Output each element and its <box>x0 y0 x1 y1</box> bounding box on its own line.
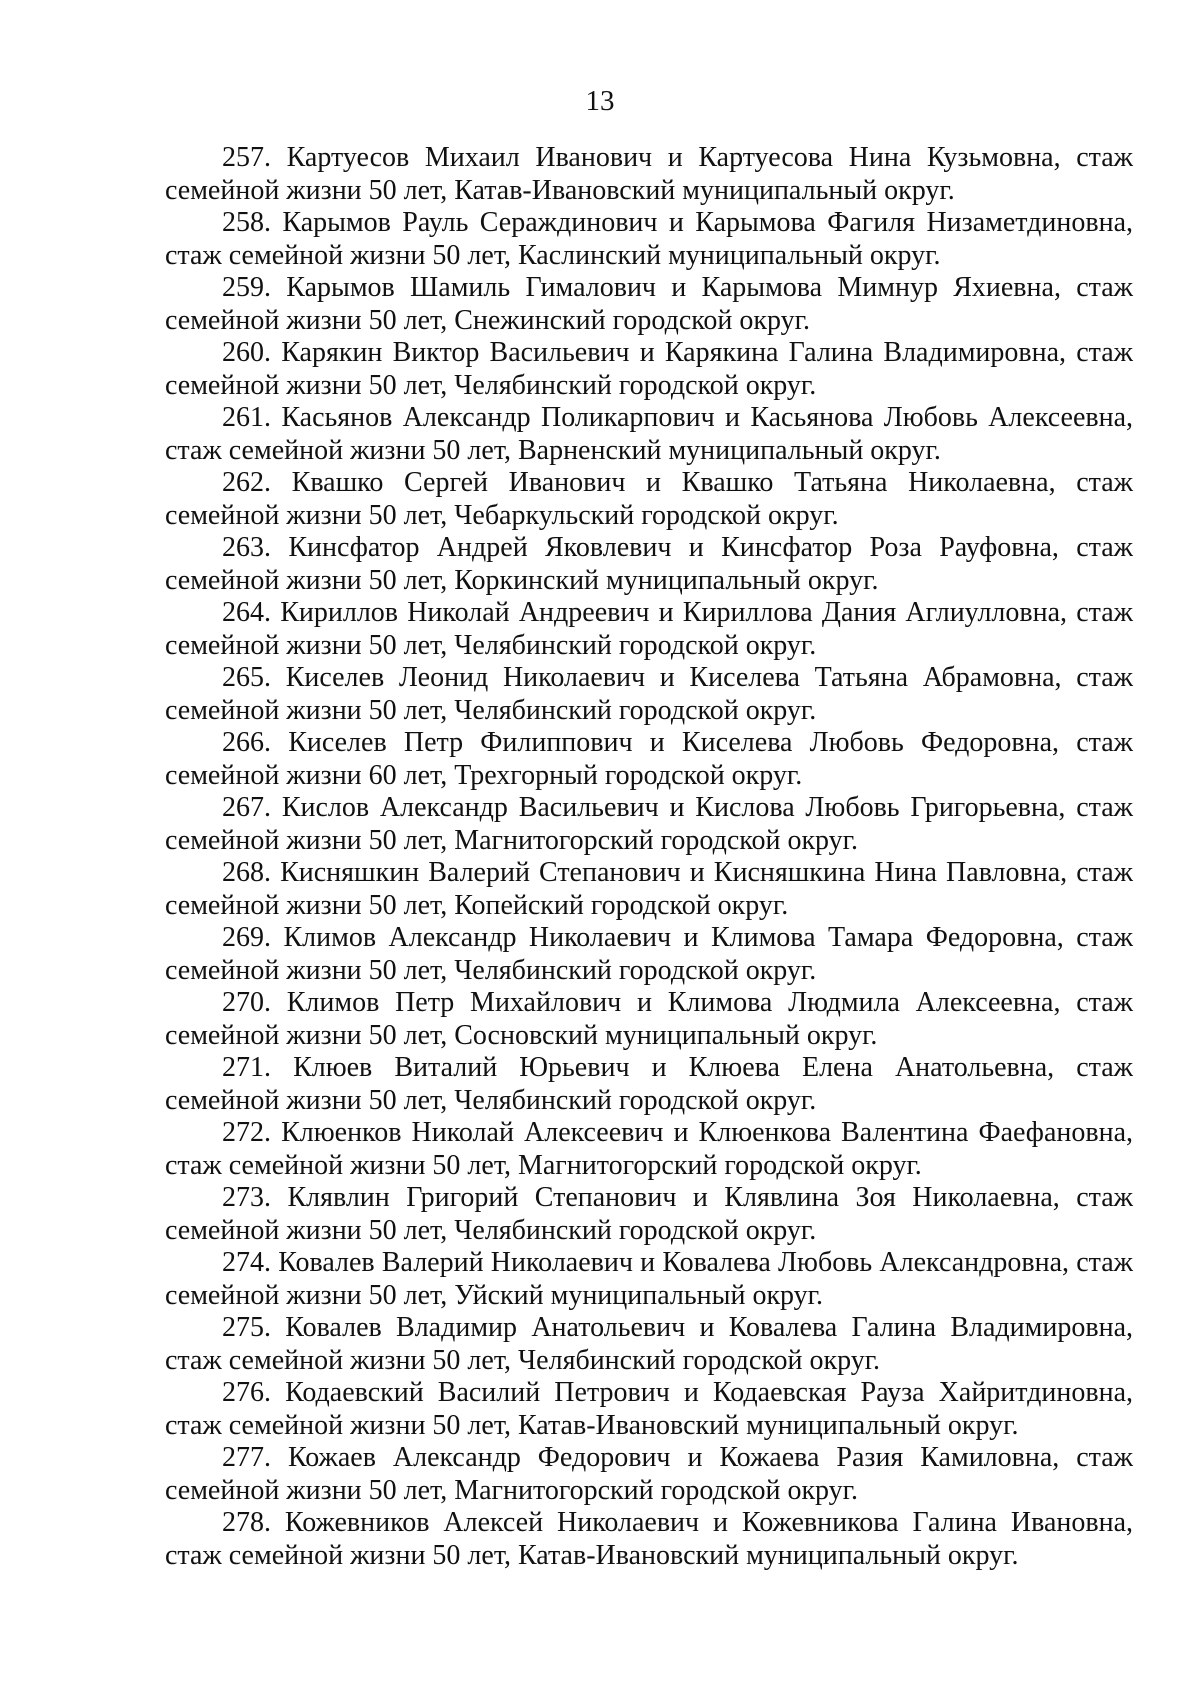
entry-text: Климов Петр Михайлович и Климова Людмила Алексеевна, стаж семейной жизни 50 лет, Сосновский муниципальный округ. <box>165 987 1133 1051</box>
list-item <box>165 402 1133 467</box>
entry-text: Кириллов Николай Андреевич и Кириллова Дания Аглиулловна, стаж семейной жизни 50 лет, Челябинский городской округ. <box>165 597 1133 661</box>
list-item <box>165 1377 1133 1442</box>
list-item <box>165 727 1133 792</box>
entry-text: Касьянов Александр Поликарпович и Касьянова Любовь Алексеевна, стаж семейной жизни 50 лет, Варненский муниципальный округ. <box>165 402 1133 466</box>
entry-text: Карымов Рауль Сераждинович и Карымова Фагиля Низаметдиновна, стаж семейной жизни 50 лет, Каслинский муниципальный округ. <box>165 207 1134 271</box>
entry-number: 264. <box>222 597 271 628</box>
entry-number: 268. <box>222 857 271 888</box>
entry-number: 278. <box>222 1507 271 1538</box>
list-item <box>165 1247 1133 1312</box>
award-list <box>165 142 1133 1572</box>
entry-number: 258. <box>222 207 271 238</box>
entry-number: 275. <box>222 1312 271 1343</box>
entry-text: Карымов Шамиль Гималович и Карымова Мимнур Яхиевна, стаж семейной жизни 50 лет, Снежинский городской округ. <box>165 272 1133 336</box>
entry-text: Климов Александр Николаевич и Климова Тамара Федоровна, стаж семейной жизни 50 лет, Челябинский городской округ. <box>165 922 1133 986</box>
list-item <box>165 272 1133 337</box>
entry-text: Кисняшкин Валерий Степанович и Кисняшкина Нина Павловна, стаж семейной жизни 50 лет, Копейский городской округ. <box>165 857 1133 921</box>
entry-number: 262. <box>222 467 271 498</box>
entry-number: 265. <box>222 662 271 693</box>
entry-number: 271. <box>222 1052 271 1083</box>
list-item <box>165 1052 1133 1117</box>
entry-text: Киселев Леонид Николаевич и Киселева Татьяна Абрамовна, стаж семейной жизни 50 лет, Челябинский городской округ. <box>165 662 1134 726</box>
entry-text: Киселев Петр Филиппович и Киселева Любовь Федоровна, стаж семейной жизни 60 лет, Трехгорный городской округ. <box>165 727 1133 791</box>
list-item <box>165 142 1133 207</box>
entry-text: Картуесов Михаил Иванович и Картуесова Нина Кузьмовна, стаж семейной жизни 50 лет, Катав-Ивановский муниципальный округ. <box>165 142 1133 206</box>
list-item <box>165 857 1133 922</box>
entry-number: 276. <box>222 1377 271 1408</box>
entry-text: Ковалев Владимир Анатольевич и Ковалева Галина Владимировна, стаж семейной жизни 50 лет, Челябинский городской округ. <box>165 1312 1133 1376</box>
list-item <box>165 207 1133 272</box>
entry-text: Кожевников Алексей Николаевич и Кожевникова Галина Ивановна, стаж семейной жизни 50 лет, Катав-Ивановский муниципальный округ. <box>165 1507 1133 1571</box>
entry-number: 259. <box>222 272 271 303</box>
entry-number: 277. <box>222 1442 271 1473</box>
entry-number: 269. <box>222 922 271 953</box>
page-number: 13 <box>585 85 615 117</box>
entry-text: Ковалев Валерий Николаевич и Ковалева Любовь Александровна, стаж семейной жизни 50 лет, Уйский муниципальный округ. <box>165 1247 1133 1311</box>
entry-number: 272. <box>222 1117 271 1148</box>
list-item <box>165 1312 1133 1377</box>
entry-text: Карякин Виктор Васильевич и Карякина Галина Владимировна, стаж семейной жизни 50 лет, Челябинский городской округ. <box>165 337 1134 401</box>
list-item <box>165 337 1133 402</box>
list-item <box>165 1507 1133 1572</box>
entry-number: 266. <box>222 727 271 758</box>
list-item <box>165 662 1133 727</box>
list-item <box>165 1182 1133 1247</box>
list-item <box>165 532 1133 597</box>
list-item <box>165 467 1133 532</box>
entry-number: 260. <box>222 337 271 368</box>
entry-number: 274. <box>222 1247 271 1278</box>
entry-text: Кислов Александр Васильевич и Кислова Любовь Григорьевна, стаж семейной жизни 50 лет, Магнитогорский городской округ. <box>165 792 1134 856</box>
entry-text: Кожаев Александр Федорович и Кожаева Разия Камиловна, стаж семейной жизни 50 лет, Магнитогорский городской округ. <box>165 1442 1134 1506</box>
list-item <box>165 922 1133 987</box>
entry-number: 263. <box>222 532 271 563</box>
entry-text: Клявлин Григорий Степанович и Клявлина Зоя Николаевна, стаж семейной жизни 50 лет, Челябинский городской округ. <box>165 1182 1133 1246</box>
entry-text: Клюенков Николай Алексеевич и Клюенкова Валентина Фаефановна, стаж семейной жизни 50 лет, Магнитогорский городской округ. <box>165 1117 1133 1181</box>
entry-text: Квашко Сергей Иванович и Квашко Татьяна Николаевна, стаж семейной жизни 50 лет, Чебаркульский городской округ. <box>165 467 1133 531</box>
list-item <box>165 1117 1133 1182</box>
list-item <box>165 987 1133 1052</box>
entry-number: 257. <box>222 142 271 173</box>
entry-number: 273. <box>222 1182 271 1213</box>
entry-number: 267. <box>222 792 271 823</box>
entry-number: 270. <box>222 987 271 1018</box>
entry-number: 261. <box>222 402 271 433</box>
entry-text: Клюев Виталий Юрьевич и Клюева Елена Анатольевна, стаж семейной жизни 50 лет, Челябинский городской округ. <box>165 1052 1133 1116</box>
entry-text: Кодаевский Василий Петрович и Кодаевская Рауза Хайритдиновна, стаж семейной жизни 50 лет, Катав-Ивановский муниципальный округ. <box>165 1377 1133 1441</box>
list-item <box>165 1442 1133 1507</box>
list-item <box>165 597 1133 662</box>
entry-text: Кинсфатор Андрей Яковлевич и Кинсфатор Роза Рауфовна, стаж семейной жизни 50 лет, Коркинский муниципальный округ. <box>165 532 1134 596</box>
list-item <box>165 792 1133 857</box>
